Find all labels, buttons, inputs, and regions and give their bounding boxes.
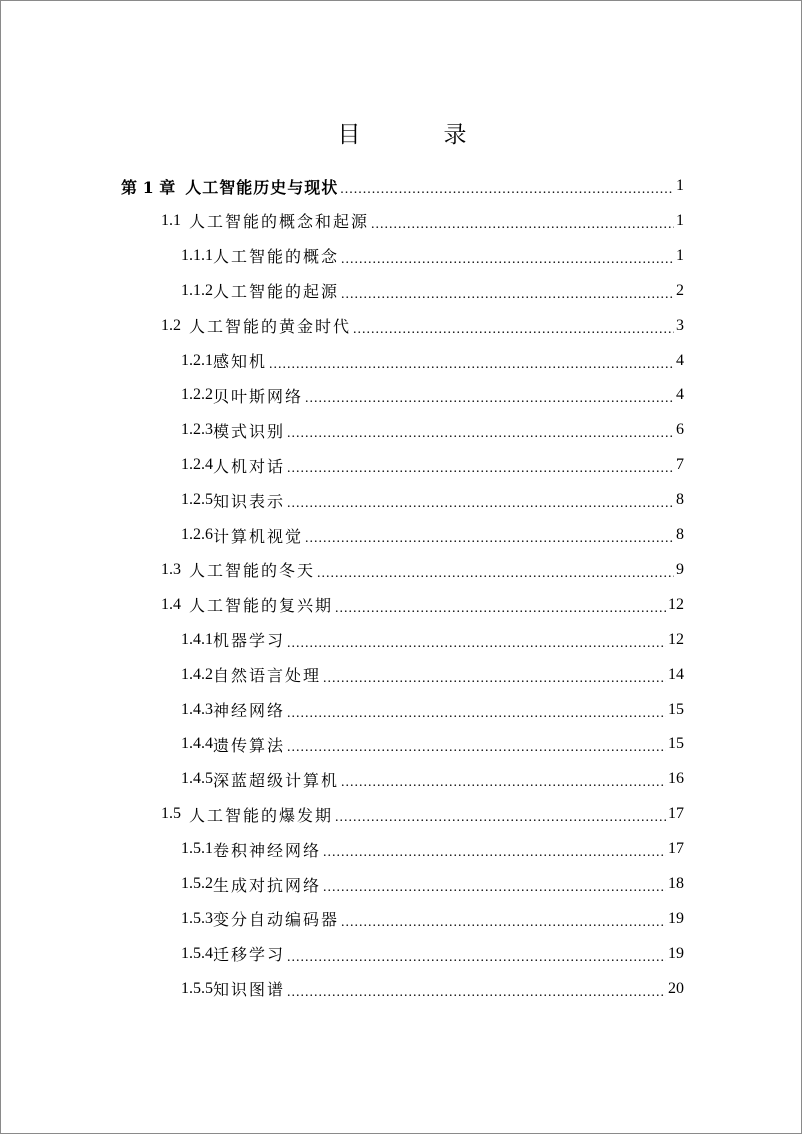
toc-entry-page-number: 1 (676, 177, 684, 194)
toc-entry-number: 1.2.3 (181, 421, 213, 439)
toc-entry-page-number: 2 (676, 281, 684, 299)
toc-entry-number: 1.2 (161, 316, 181, 334)
toc-entry-number: 1.2.5 (181, 491, 213, 509)
toc-entry-page-number: 16 (668, 770, 684, 788)
toc-entry[interactable] (181, 762, 684, 796)
toc-entry-page-number: 12 (668, 630, 684, 648)
toc-dot-leader (287, 497, 674, 517)
toc-dot-leader (323, 881, 666, 901)
toc-entry-title: 人工智能的概念 (213, 247, 340, 267)
toc-entry-page-number: 1 (676, 246, 684, 264)
toc-entry-page-number: 19 (668, 944, 684, 962)
toc-entry[interactable] (181, 727, 684, 761)
toc-entry-title: 卷积神经网络 (213, 840, 322, 860)
toc-dot-leader (371, 218, 674, 238)
toc-entry[interactable] (181, 658, 684, 692)
toc-entry-page-number: 1 (676, 211, 684, 229)
toc-entry-title: 人工智能的爆发期 (189, 805, 334, 825)
toc-entry-title: 人工智能历史与现状 (185, 177, 339, 197)
toc-entry-title: 机器学习 (213, 631, 286, 651)
toc-entry-page-number: 7 (676, 456, 684, 474)
toc-entry-page-number: 14 (668, 665, 684, 683)
toc-entry[interactable] (181, 518, 684, 552)
toc-dot-leader (341, 288, 674, 308)
toc-dot-leader (335, 602, 666, 622)
toc-dot-leader (287, 741, 666, 761)
toc-entry-title: 知识表示 (213, 491, 286, 511)
toc-entry-title: 遗传算法 (213, 735, 286, 755)
toc-entry-page-number: 9 (676, 560, 684, 578)
toc-entry-number: 1.5.1 (181, 840, 213, 858)
toc-entry-number: 1.5.4 (181, 944, 213, 962)
toc-entry-number: 1.4.3 (181, 700, 213, 718)
toc-entry-number: 1.4.2 (181, 665, 213, 683)
toc-entry-title: 人工智能的黄金时代 (189, 317, 352, 337)
toc-entry-title: 人工智能的起源 (213, 282, 340, 302)
toc-entry-number: 1.5.3 (181, 909, 213, 927)
toc-entry-number: 1.4.4 (181, 735, 213, 753)
toc-dot-leader (323, 672, 666, 692)
toc-entry-title: 计算机视觉 (213, 526, 304, 546)
toc-entry-number: 1.2.6 (181, 526, 213, 543)
toc-entry[interactable] (161, 553, 684, 587)
toc-entry-title: 变分自动编码器 (213, 910, 340, 930)
toc-entry-title: 人机对话 (213, 456, 286, 476)
toc-entry[interactable] (121, 169, 684, 203)
toc-entry-page-number: 19 (668, 909, 684, 927)
toc-dot-leader (287, 951, 666, 971)
toc-entry[interactable] (161, 309, 684, 343)
toc-entry[interactable] (161, 797, 684, 831)
toc-entry-page-number: 15 (668, 735, 684, 753)
toc-entry[interactable] (181, 693, 684, 727)
toc-entry[interactable] (181, 902, 684, 936)
toc-entry-number: 1.3 (161, 560, 181, 578)
toc-dot-leader (305, 392, 674, 412)
toc-dot-leader (353, 323, 674, 343)
toc-entry-number: 1.2.2 (181, 386, 213, 404)
toc-entry-title: 模式识别 (213, 421, 286, 441)
toc-entry-number: 1.2.1 (181, 351, 213, 369)
toc-entry[interactable] (181, 483, 684, 517)
toc-entry-title: 知识图谱 (213, 980, 286, 1000)
toc-entry-page-number: 4 (676, 386, 684, 404)
toc-dot-leader (287, 986, 666, 1006)
toc-entry-title: 深蓝超级计算机 (213, 770, 340, 790)
toc-entry-title: 人工智能的冬天 (189, 561, 316, 581)
toc-entry-number: 1.4.1 (181, 630, 213, 648)
toc-entry-page-number: 12 (668, 595, 684, 613)
toc-entry-number: 1.1.1 (181, 246, 213, 264)
toc-dot-leader (287, 637, 666, 657)
toc-entry-page-number: 3 (676, 316, 684, 334)
toc-entry[interactable] (181, 832, 684, 866)
toc-entry[interactable] (181, 867, 684, 901)
toc-entry[interactable] (181, 274, 684, 308)
toc-dot-leader (287, 427, 674, 447)
toc-dot-leader (287, 707, 666, 727)
toc-dot-leader (341, 916, 666, 936)
page-title: 目 录 (337, 122, 497, 148)
toc-entry-page-number: 18 (668, 875, 684, 892)
toc-entry-title: 感知机 (213, 352, 268, 371)
toc-dot-leader (335, 811, 666, 831)
toc-entry-number: 第 1 章 (121, 177, 176, 197)
toc-entry[interactable] (181, 448, 684, 482)
toc-entry-page-number: 20 (668, 979, 684, 997)
toc-entry[interactable] (181, 378, 684, 412)
toc-entry[interactable] (181, 623, 684, 657)
toc-entry-number: 1.1.2 (181, 281, 213, 299)
toc-entry-number: 1.2.4 (181, 456, 213, 474)
toc-entry[interactable] (181, 413, 684, 447)
toc-entry-title: 人工智能的复兴期 (189, 596, 334, 616)
toc-entry-title: 人工智能的概念和起源 (189, 212, 370, 232)
toc-dot-leader (323, 846, 666, 866)
toc-dot-leader (340, 183, 674, 203)
toc-entry-number: 1.4 (161, 595, 181, 613)
toc-entry-title: 迁移学习 (213, 945, 286, 965)
toc-dot-leader (341, 253, 674, 273)
toc-dot-leader (287, 462, 674, 482)
toc-entry[interactable] (181, 972, 684, 1006)
toc-dot-leader (269, 358, 674, 378)
toc-dot-leader (305, 532, 674, 552)
toc-dot-leader (317, 567, 674, 587)
toc-entry[interactable] (181, 937, 684, 971)
toc-entry-title: 自然语言处理 (213, 666, 322, 686)
toc-entry-page-number: 17 (668, 840, 684, 858)
toc-entry-title: 神经网络 (213, 701, 286, 720)
toc-entry[interactable] (161, 204, 684, 238)
toc-entry-number: 1.5 (161, 805, 181, 823)
toc-entry[interactable] (161, 588, 684, 622)
toc-entry-number: 1.5.2 (181, 875, 213, 892)
toc-entry[interactable] (181, 239, 684, 273)
toc-entry-page-number: 17 (668, 805, 684, 823)
toc-entry-number: 1.5.5 (181, 979, 213, 997)
toc-entry-page-number: 15 (668, 700, 684, 718)
toc-entry-page-number: 8 (676, 526, 684, 543)
toc-dot-leader (341, 776, 666, 796)
toc-entry-page-number: 6 (676, 421, 684, 439)
toc-entry-number: 1.1 (161, 211, 181, 229)
toc-entry-number: 1.4.5 (181, 770, 213, 788)
toc-entry[interactable] (181, 344, 684, 378)
toc-entry-title: 生成对抗网络 (213, 875, 322, 895)
toc-entry-page-number: 4 (676, 351, 684, 369)
toc-entry-title: 贝叶斯网络 (213, 386, 304, 406)
toc-entry-page-number: 8 (676, 491, 684, 509)
